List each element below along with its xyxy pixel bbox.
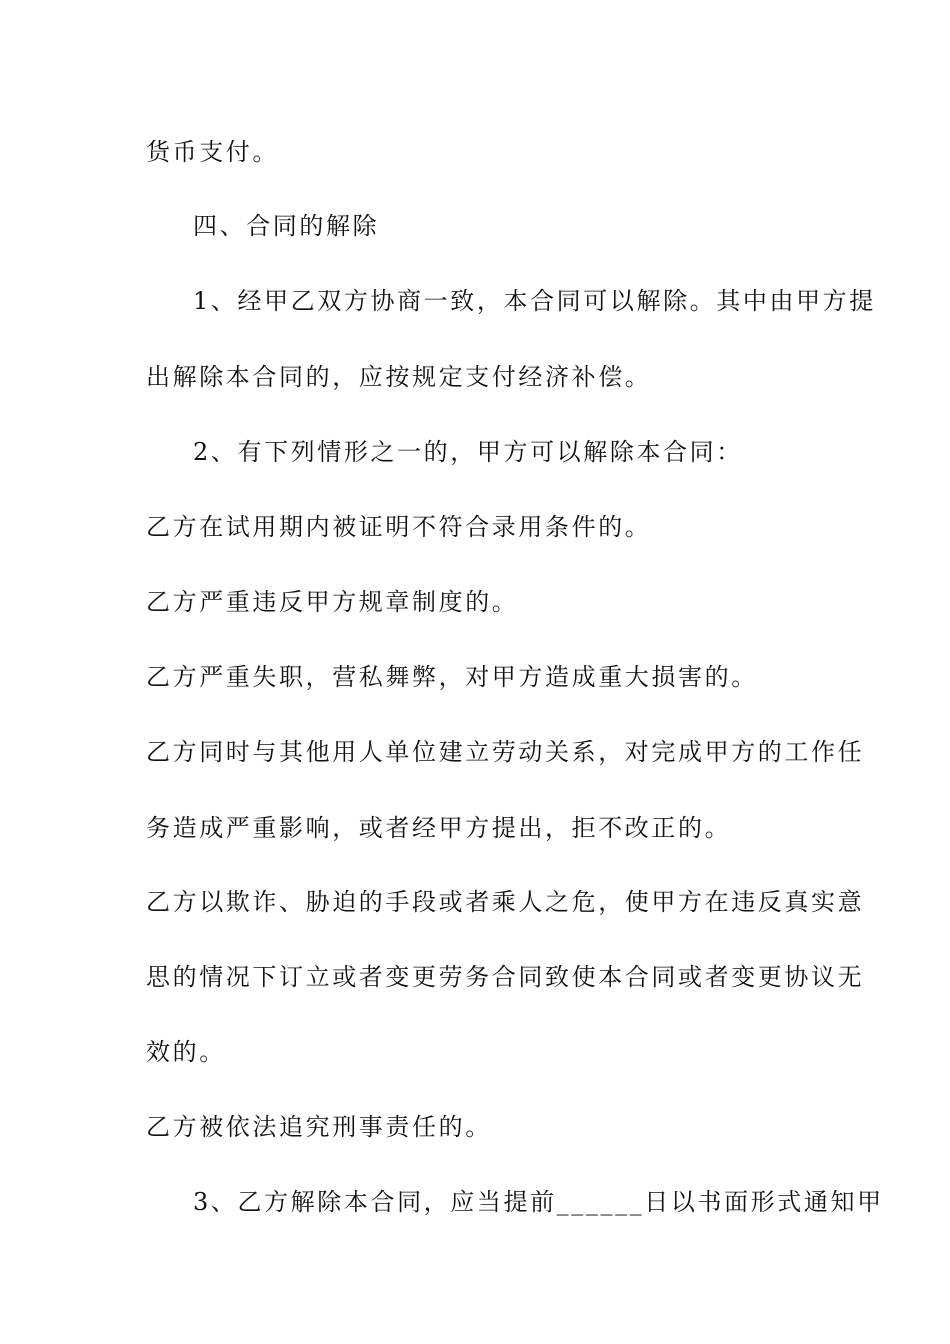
text-line: 乙方在试用期内被证明不符合录用条件的。 — [146, 513, 652, 541]
text-line: 2、有下列情形之一的，甲方可以解除本合同： — [193, 438, 743, 466]
text-line: 乙方以欺诈、胁迫的手段或者乘人之危，使甲方在违反真实意 — [146, 888, 865, 916]
text-line: 乙方同时与其他用人单位建立劳动关系，对完成甲方的工作任 — [146, 738, 865, 766]
text-line: 出解除本合同的，应按规定支付经济补偿。 — [146, 363, 652, 391]
text-line: 货币支付。 — [146, 138, 279, 166]
text-line: 乙方严重违反甲方规章制度的。 — [146, 588, 519, 616]
text-line: 乙方严重失职，营私舞弊，对甲方造成重大损害的。 — [146, 663, 758, 691]
text-line: 思的情况下订立或者变更劳务合同致使本合同或者变更协议无 — [146, 963, 865, 991]
text-line: 乙方被依法追究刑事责任的。 — [146, 1113, 492, 1141]
section-heading: 四、合同的解除 — [193, 212, 380, 240]
text-line: 务造成严重影响，或者经甲方提出，拒不改正的。 — [146, 814, 732, 842]
text-line: 3、乙方解除本合同，应当提前______日以书面形式通知甲 — [193, 1188, 884, 1216]
text-line: 1、经甲乙双方协商一致，本合同可以解除。其中由甲方提 — [193, 287, 876, 315]
text-line: 效的。 — [146, 1038, 226, 1066]
